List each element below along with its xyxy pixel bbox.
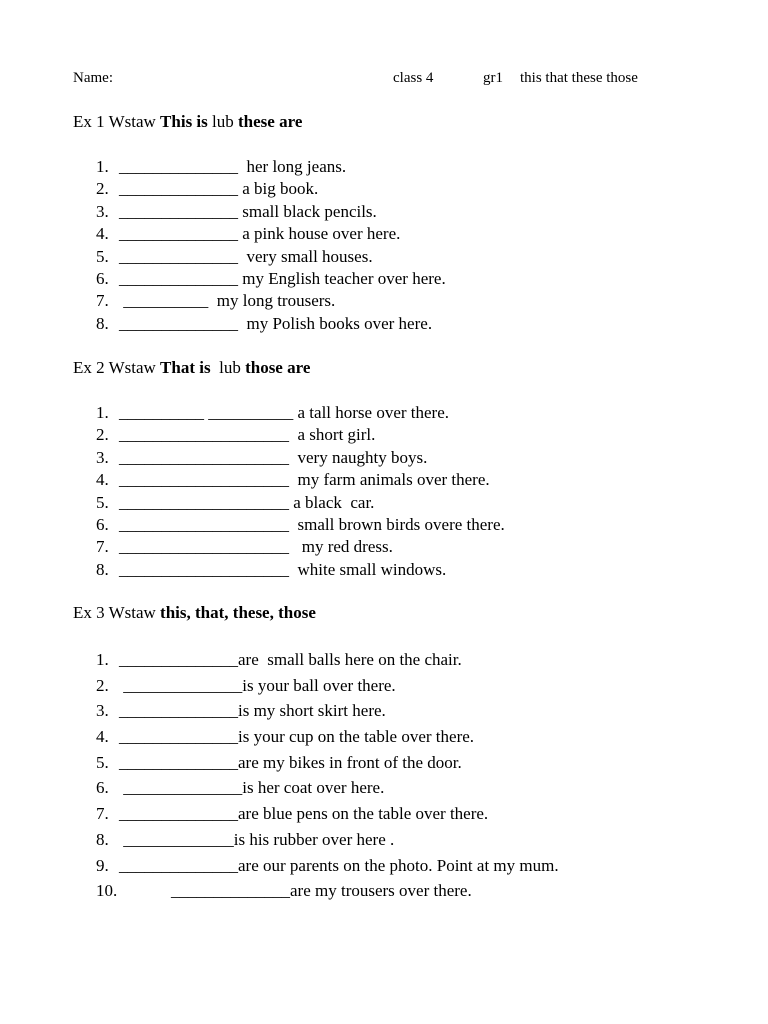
name-label: Name: xyxy=(73,70,113,86)
class-label: class 4 xyxy=(393,70,434,86)
exercise-1-title: Ex 1 Wstaw This is lub these are xyxy=(73,112,303,131)
exercise-3-title: Ex 3 Wstaw this, that, these, those xyxy=(73,603,316,622)
exercise-2-title: Ex 2 Wstaw That is lub those are xyxy=(73,358,311,377)
worksheet-page: Name: class 4 gr1 this that these those Ex 1 Wstaw This is lub these are 1. ______________ her long jeans. 2. ______________ a big book. 3. ______________ small black pencils. 4. ______________ a pink house over here. 5. ______________ very small houses. 6. ______________ my English teacher over here. 7. __________ my long trousers. 8. ______________ my Polish books over here. Ex 2 Wstaw That is lub those are 1. __________ __________ a tall horse over there. 2. ____________________ a short girl. 3. ____________________ very naughty boys. 4. ____________________ my farm animals over there. 5. ____________________ a black car. 6. ____________________ small brown birds overe there. 7. ____________________ my red dress. 8. ____________________ white small windows. Ex 3 Wstaw this, that, these, those 1. ______________are small balls here on the chair. 2. ______________is your ball over there. 3. ______________is my short skirt here. 4. ______________is your cup on the table over there. 5. ______________are my bikes in front of the door. 6. ______________is her coat over here. 7. ______________are blue pens on the table over there. 8. _____________is his rubber over here . 9. ______________are our parents on the photo. Point at my mum. 10. ______________are my trousers over there. xyxy=(0,0,768,1024)
worksheet-header xyxy=(73,70,713,90)
topic-label: this that these those xyxy=(520,70,638,86)
group-label: gr1 xyxy=(483,70,503,86)
